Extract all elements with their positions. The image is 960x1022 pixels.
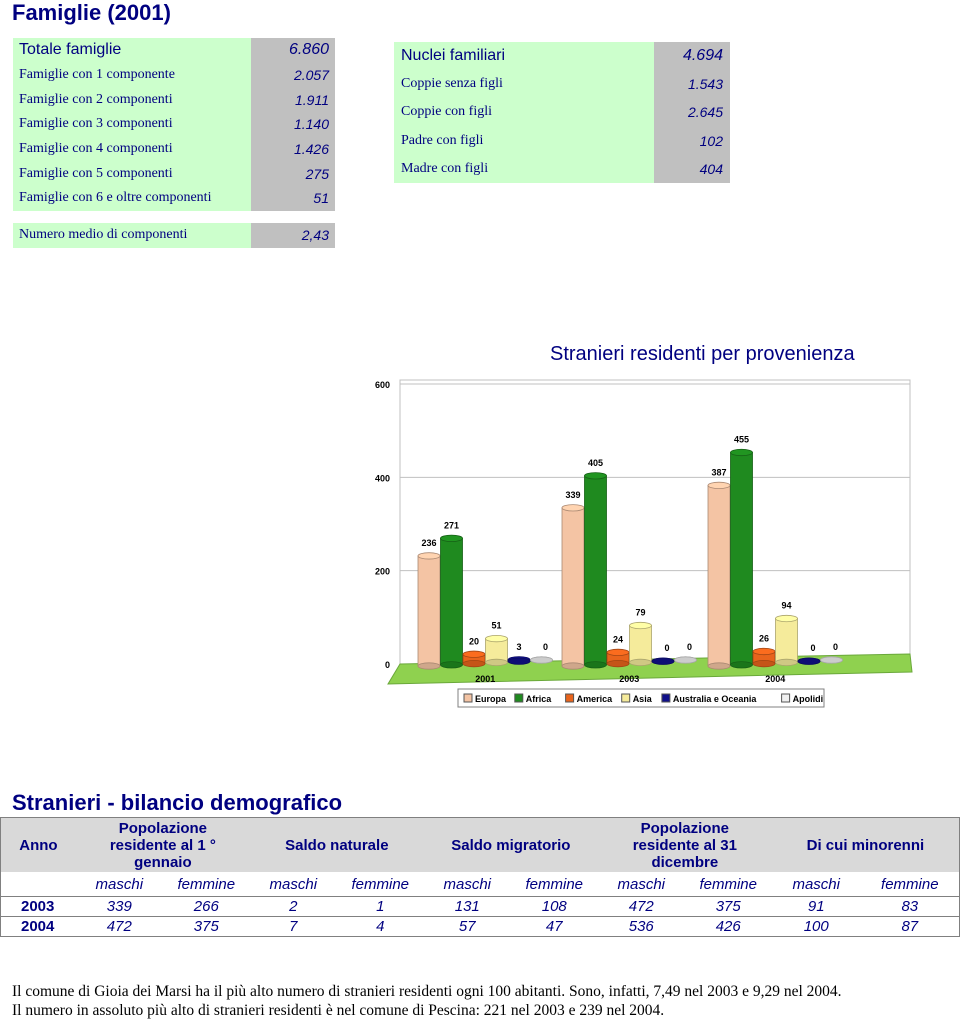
bar	[630, 626, 652, 663]
legend-label: Europa	[475, 694, 507, 704]
bar-base	[675, 657, 697, 663]
data-label: 51	[491, 620, 502, 631]
header-line: dicembre	[651, 853, 719, 871]
famiglie-table	[13, 38, 335, 248]
legend-label: Apolidi	[792, 694, 824, 704]
row-value: 1.911	[251, 87, 335, 112]
subheader-cell: maschi	[424, 872, 511, 897]
table-row	[13, 186, 335, 211]
year-cell: 2003	[1, 897, 76, 917]
row-label: Coppie con figli	[394, 98, 654, 126]
bar-base	[585, 662, 607, 668]
note-pescina: Il numero in assoluto più alto di stranieri residenti è nel comune di Pescina: 221 nel 2003 e 239 nel 2004.	[12, 1002, 665, 1019]
bar-base	[418, 663, 440, 669]
header-saldo-migratorio: Saldo migratorio	[424, 818, 598, 873]
chart-wall	[400, 380, 910, 664]
row-value: 2.057	[251, 63, 335, 88]
table-row	[394, 70, 730, 98]
data-label: 79	[635, 607, 646, 618]
row-value: 1.543	[654, 70, 730, 98]
bar-base	[708, 663, 730, 669]
row-label: Padre con figli	[394, 127, 654, 155]
bar-base	[531, 657, 553, 663]
subheader-cell: maschi	[772, 872, 861, 897]
header-pop-inizio	[76, 818, 250, 873]
legend-label: Australia e Oceania	[672, 694, 757, 704]
table-row	[13, 63, 335, 88]
value-cell: 266	[163, 897, 250, 917]
bar-base	[652, 658, 674, 664]
row-value: 51	[251, 186, 335, 211]
legend-swatch	[515, 694, 523, 702]
bilancio-title: Stranieri - bilancio demografico	[12, 790, 343, 815]
header-line: Popolazione	[640, 819, 729, 837]
data-label: 26	[758, 633, 770, 644]
row-label: Famiglie con 1 componente	[13, 63, 251, 88]
bar-base	[562, 663, 584, 669]
data-label: 24	[612, 634, 624, 645]
legend-swatch	[566, 694, 574, 702]
header-minorenni: Di cui minorenni	[772, 818, 960, 873]
value-cell: 7	[250, 917, 337, 937]
x-tick-label: 2003	[619, 674, 640, 684]
bar-base	[630, 659, 652, 665]
note-gioia: Il comune di Gioia dei Marsi ha il più alto numero di stranieri residenti ogni 100 abitanti. Sono, infatti, 7,49 nel 2003 e 9,29 nel 2004.	[12, 983, 842, 1000]
header-line: gennaio	[134, 853, 192, 871]
value-cell: 1	[337, 897, 424, 917]
nuclei-table	[394, 42, 730, 183]
stranieri-chart	[360, 370, 839, 715]
bar-top	[630, 622, 652, 628]
subheader-row	[1, 872, 960, 897]
table-row	[1, 917, 960, 937]
row-value: 6.860	[251, 38, 335, 63]
data-label: 20	[468, 636, 480, 647]
table-row	[394, 42, 730, 70]
table-row	[13, 112, 335, 137]
data-label: 0	[832, 642, 839, 652]
data-label: 271	[443, 520, 460, 531]
bar	[562, 508, 584, 666]
bar-base	[753, 660, 775, 666]
bar-top	[731, 449, 753, 455]
row-label: Famiglie con 4 componenti	[13, 137, 251, 162]
table-row	[13, 223, 335, 248]
bar-base	[463, 660, 485, 666]
subheader-cell: femmine	[861, 872, 960, 897]
subheader-empty	[1, 872, 76, 897]
data-label: 0	[686, 642, 693, 652]
header-line: residente al 31	[632, 836, 737, 854]
header-line: residente al 1 °	[109, 836, 216, 854]
subheader-cell: maschi	[76, 872, 163, 897]
value-cell: 4	[337, 917, 424, 937]
table-row	[13, 137, 335, 162]
subheader-cell: maschi	[250, 872, 337, 897]
header-row	[1, 818, 960, 873]
year-cell: 2004	[1, 917, 76, 937]
legend-label: America	[576, 694, 613, 704]
value-cell: 375	[163, 917, 250, 937]
data-label: 339	[565, 489, 581, 500]
bilancio-table	[0, 817, 960, 937]
x-tick-label: 2001	[475, 674, 496, 684]
data-label: 3	[516, 641, 522, 652]
value-cell: 83	[861, 897, 960, 917]
bar-top	[753, 648, 775, 654]
y-tick-label: 600	[374, 380, 390, 390]
row-value: 102	[654, 127, 730, 155]
bar	[441, 538, 463, 664]
y-tick-label: 0	[384, 660, 390, 670]
data-label: 236	[421, 537, 437, 548]
value-cell: 57	[424, 917, 511, 937]
bar-top	[486, 635, 508, 641]
bar-base	[607, 660, 629, 666]
legend-swatch	[662, 694, 670, 702]
data-label: 94	[781, 600, 792, 611]
chart-title: Stranieri residenti per provenienza	[550, 343, 855, 365]
data-label: 387	[711, 467, 727, 478]
page-title: Famiglie (2001)	[12, 0, 171, 25]
bar-base	[441, 662, 463, 668]
header-pop-fine	[598, 818, 772, 873]
value-cell: 87	[861, 917, 960, 937]
row-label: Totale famiglie	[13, 38, 251, 63]
bar	[585, 476, 607, 665]
bar-top	[463, 651, 485, 657]
row-label: Famiglie con 3 componenti	[13, 112, 251, 137]
legend-swatch	[622, 694, 630, 702]
value-cell: 472	[598, 897, 685, 917]
table-row	[394, 155, 730, 183]
bar-top	[585, 473, 607, 479]
legend-label: Asia	[632, 694, 652, 704]
row-label: Famiglie con 2 componenti	[13, 87, 251, 112]
row-value: 1.140	[251, 112, 335, 137]
row-value: 404	[654, 155, 730, 183]
spacer-row	[13, 211, 335, 223]
table-row	[13, 161, 335, 186]
bar-base	[508, 658, 530, 664]
header-line: Popolazione	[118, 819, 208, 837]
value-cell: 2	[250, 897, 337, 917]
table-row	[394, 98, 730, 126]
bar-top	[418, 553, 440, 559]
row-value: 2.645	[654, 98, 730, 126]
table-row	[1, 897, 960, 917]
subheader-cell: femmine	[337, 872, 424, 897]
bar-top	[441, 535, 463, 541]
average-label: Numero medio di componenti	[13, 223, 251, 248]
value-cell: 47	[511, 917, 598, 937]
bar-base	[821, 657, 843, 663]
bar-top	[562, 505, 584, 511]
value-cell: 426	[685, 917, 772, 937]
bar	[776, 619, 798, 663]
value-cell: 536	[598, 917, 685, 937]
bar-top	[776, 615, 798, 621]
row-label: Nuclei familiari	[394, 42, 654, 70]
bar-top	[708, 482, 730, 488]
bar	[731, 452, 753, 664]
bar-top	[607, 649, 629, 655]
table-row	[13, 87, 335, 112]
subheader-cell: femmine	[511, 872, 598, 897]
bar-base	[798, 658, 820, 664]
subheader-cell: maschi	[598, 872, 685, 897]
value-cell: 375	[685, 897, 772, 917]
row-label: Coppie senza figli	[394, 70, 654, 98]
row-label: Famiglie con 5 componenti	[13, 161, 251, 186]
row-label: Famiglie con 6 e oltre componenti	[13, 186, 251, 211]
value-cell: 108	[511, 897, 598, 917]
value-cell: 472	[76, 917, 163, 937]
legend-swatch	[782, 694, 790, 702]
bar-base	[486, 659, 508, 665]
header-saldo-naturale: Saldo naturale	[250, 818, 424, 873]
legend-label: Africa	[525, 694, 552, 704]
bar	[708, 485, 730, 666]
data-label: 0	[542, 642, 549, 652]
table-row	[13, 38, 335, 63]
average-value: 2,43	[251, 223, 335, 248]
y-tick-label: 400	[374, 473, 390, 484]
bar-base	[776, 659, 798, 665]
row-value: 1.426	[251, 137, 335, 162]
row-label: Madre con figli	[394, 155, 654, 183]
legend-swatch	[464, 694, 472, 702]
data-label: 455	[733, 434, 750, 445]
row-value: 275	[251, 161, 335, 186]
value-cell: 131	[424, 897, 511, 917]
x-tick-label: 2004	[765, 674, 786, 684]
value-cell: 91	[772, 897, 861, 917]
row-value: 4.694	[654, 42, 730, 70]
bar-base	[731, 662, 753, 668]
bar	[418, 556, 440, 666]
subheader-cell: femmine	[163, 872, 250, 897]
value-cell: 100	[772, 917, 861, 937]
header-anno: Anno	[1, 818, 76, 873]
data-label: 0	[664, 643, 670, 654]
subheader-cell: femmine	[685, 872, 772, 897]
data-label: 0	[810, 643, 816, 654]
value-cell: 339	[76, 897, 163, 917]
y-tick-label: 200	[374, 566, 390, 577]
table-row	[394, 127, 730, 155]
data-label: 405	[587, 457, 604, 468]
